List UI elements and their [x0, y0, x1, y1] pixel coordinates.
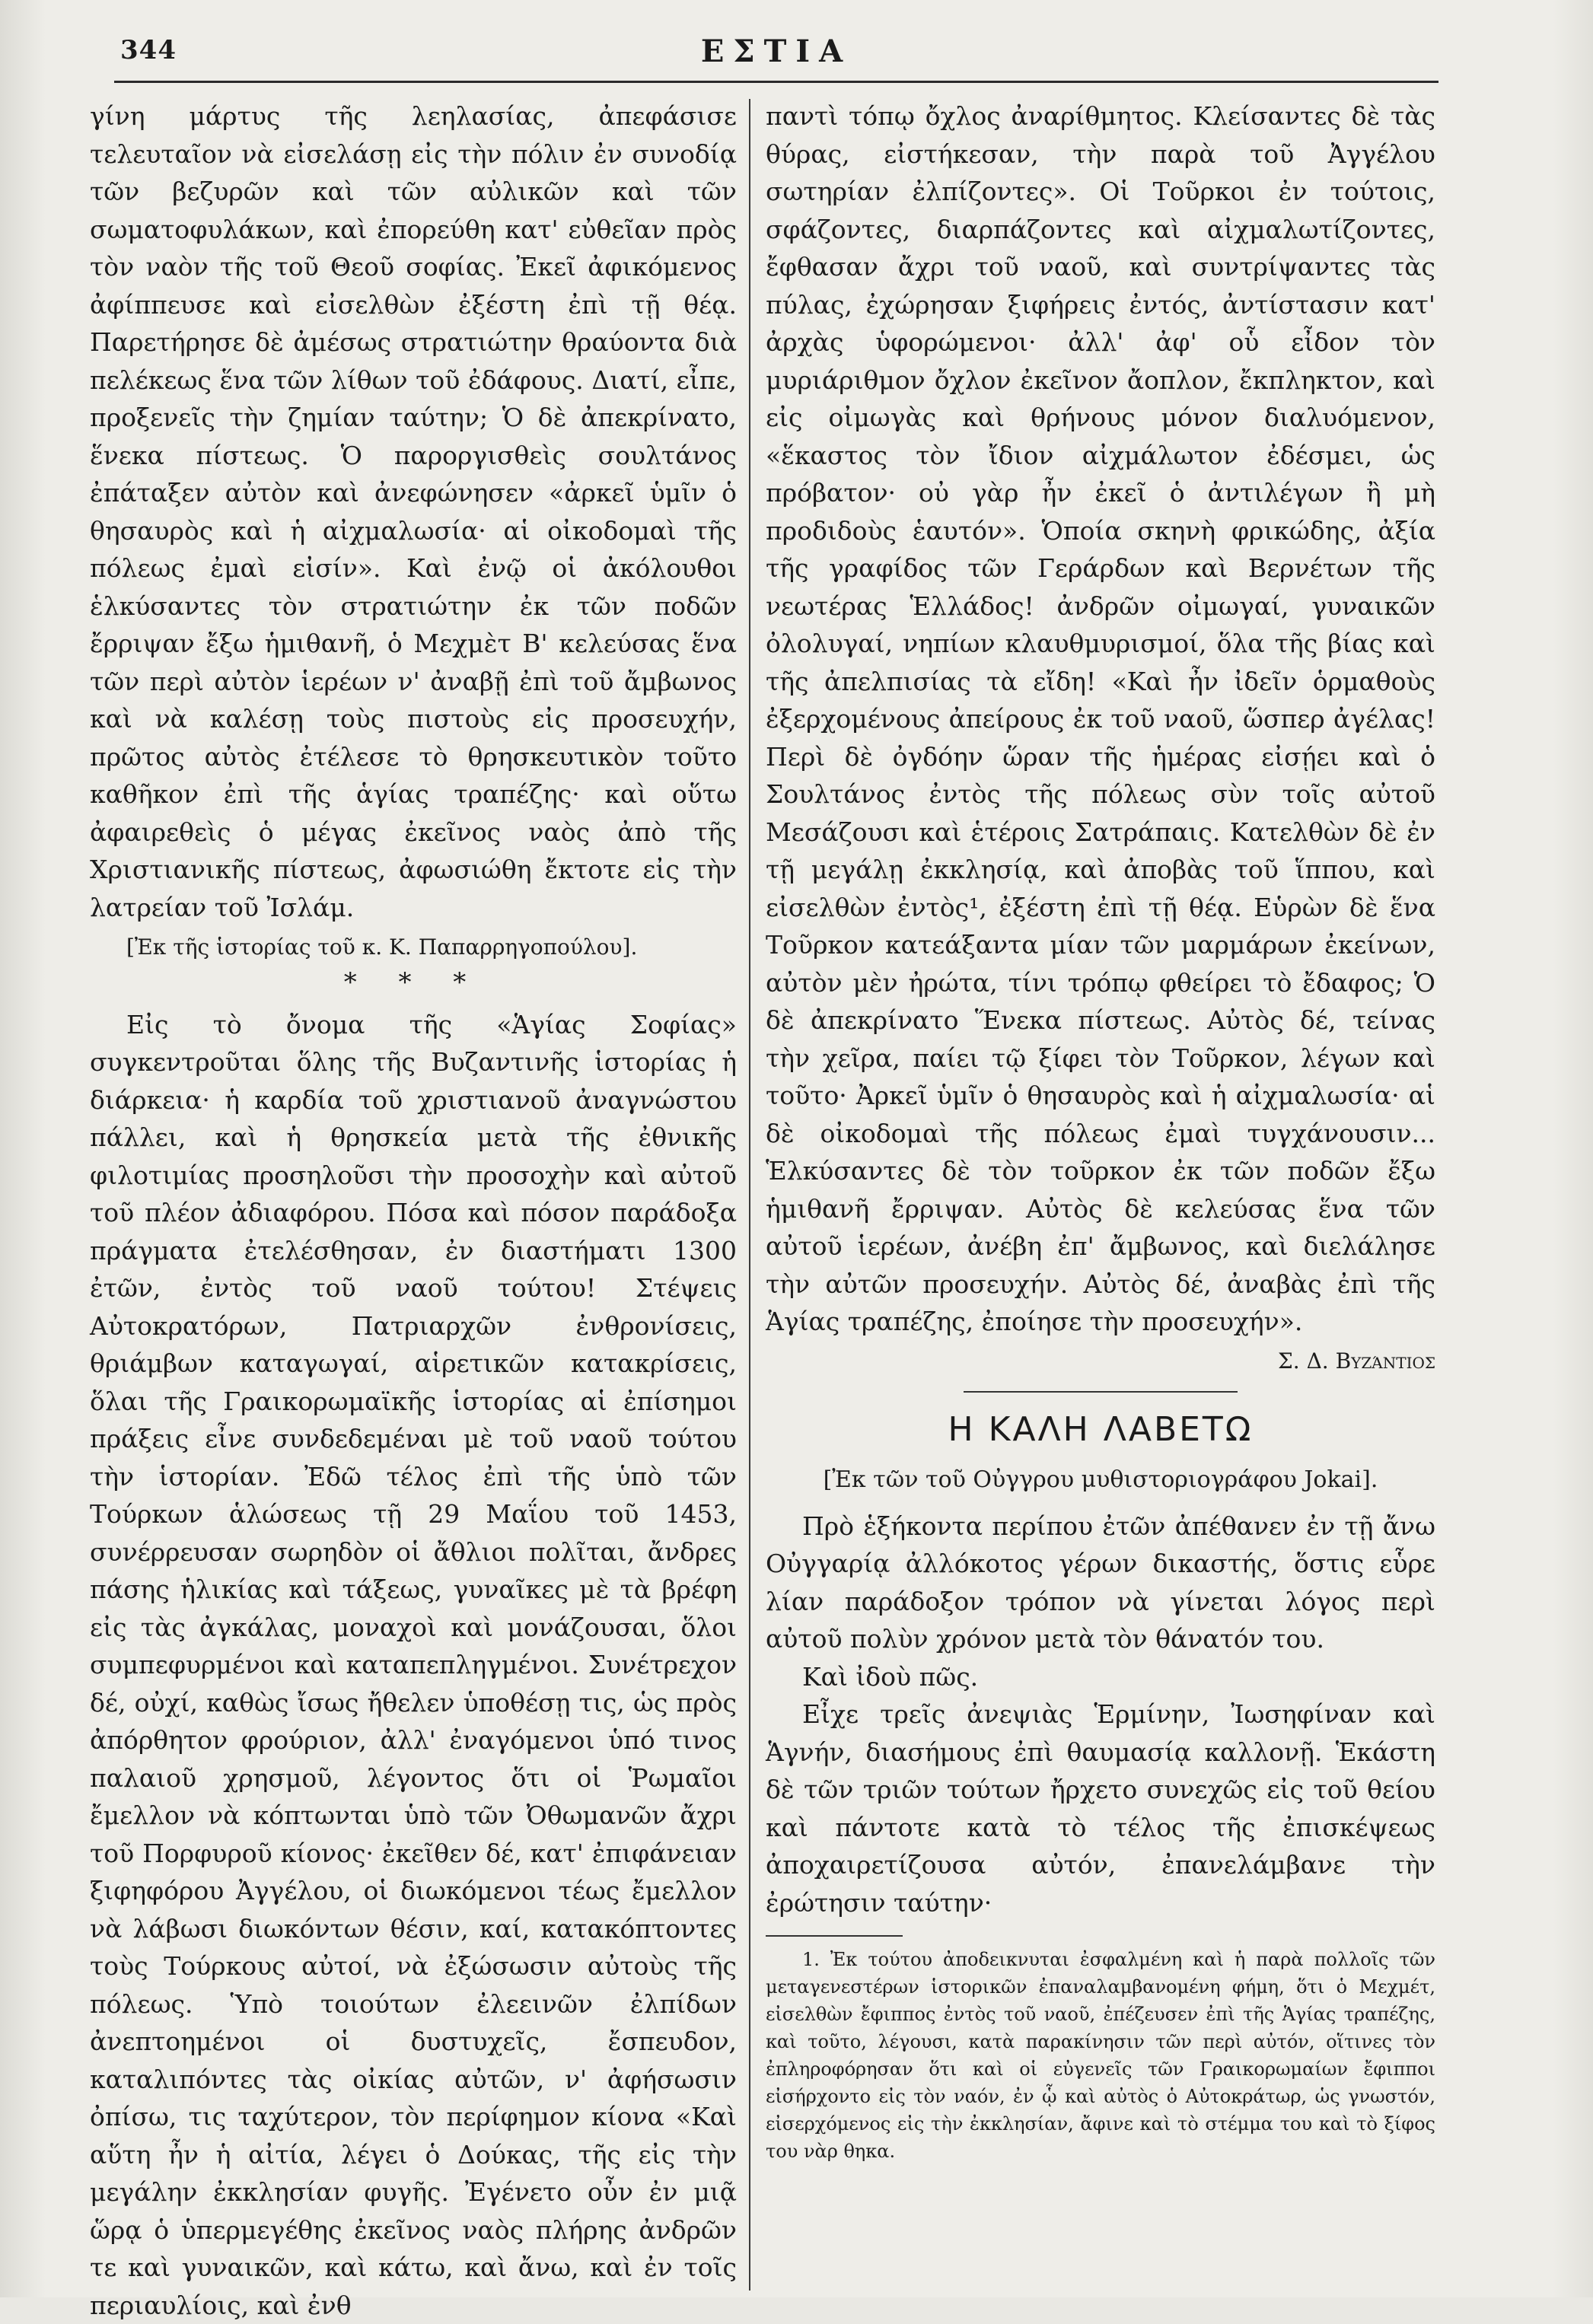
page-header	[114, 30, 1438, 76]
right-paragraph-4: Εἶχε τρεῖς ἀνεψιὰς Ἑρμίνην, Ἰωσηφίναν καὶ Ἁγνήν, διασήμους ἐπὶ θαυμασίᾳ καλλονῇ. Ἑκάστη δὲ τῶν τριῶν τούτων ἤρχετο συνεχῶς εἰς τοῦ θείου καὶ πάντοτε κατὰ τὸ τέλος τῆς ἐπισκέψεως ἀποχαιρετίζουσα αὐτόν, ἐπανελάμβανε τὴν ἐρώτησιν ταύτην·	[766, 1699, 1435, 1918]
footnote-rule	[766, 1935, 903, 1937]
article-source: [Ἐκ τῶν τοῦ Οὐγγρου μυθιστοριογράφου Jokai].	[823, 1466, 1378, 1493]
right-paragraph-3: Καὶ ἰδοὺ πῶς.	[802, 1661, 979, 1692]
right-column	[766, 97, 1435, 2165]
header-rule	[114, 81, 1438, 83]
footnote: 1. Ἐκ τούτου ἀποδεικνυται ἐσφαλμένη καὶ ἡ παρὰ πολλοῖς τῶν μεταγενεστέρων ἱστορικῶν ἐπαναλαμβανομένη φήμη, ὅτι ὁ Μεχμέτ, εἰσελθὼν ἔφιππος ἐντὸς τοῦ ναοῦ, ἐπέζευσεν ἐπὶ τῆς Ἁγίας τραπέζης, καὶ τοῦτο, λέγουσι, κατὰ παρακίνησιν τῶν περὶ αὐτόν, οἵτινες τὸν ἐπληροφόρησαν ὅτι καὶ οἱ εὐγενεῖς τῶν Γραικορωμαίων ἔφιπποι εἰσήρχοντο εἰς τὸν ναόν, ἐν ᾧ καὶ αὐτὸς ὁ Αὐτοκράτωρ, ὡς γνωστόν, εἰσερχόμενος εἰς τὴν ἐκκλησίαν, ἄφινε καὶ τὸ στέμμα του καὶ τὸ ξίφος του νὰρ θηκα.	[766, 1949, 1435, 2162]
left-paragraph-2: Εἰς τὸ ὄνομα τῆς «Ἁγίας Σοφίας» συγκεντροῦται ὅλης τῆς Βυζαντινῆς ἱστορίας ἡ διάρκεια· ἡ καρδία τοῦ χριστιανοῦ ἀναγνώστου πάλλει, καὶ ἡ θρησκεία μετὰ τῆς ἐθνικῆς φιλοτιμίας προσηλοῦσι τὴν προσοχὴν καὶ αὐτοῦ τοῦ πλέον ἀδιαφόρου. Πόσα καὶ πόσον παράδοξα πράγματα ἐτελέσθησαν, ἐν διαστήματι 1300 ἐτῶν, ἐντὸς τοῦ ναοῦ τούτου! Στέψεις Αὐτοκρατόρων, Πατριαρχῶν ἐνθρονίσεις, θριάμβων καταγωγαί, αἱρετικῶν κατακρίσεις, ὅλαι τῆς Γραικορωμαϊκῆς ἱστορίας αἱ ἐπίσημοι πράξεις εἶνε συνδεδεμέναι μὲ τοῦ ναοῦ τούτου τὴν ἱστορίαν. Ἐδῶ τέλος ἐπὶ τῆς ὑπὸ τῶν Τούρκων ἁλώσεως τῇ 29 Μαΐου τοῦ 1453, συνέρρευσαν σωρηδὸν οἱ ἄθλιοι πολῖται, ἄνδρες πάσης ἡλικίας καὶ τάξεως, γυναῖκες μὲ τὰ βρέφη εἰς τὰς ἀγκάλας, μοναχοὶ καὶ μονάζουσαι, ὅλοι συμπεφυρμένοι καὶ καταπεπληγμένοι. Συνέτρεχον δέ, οὐχί, καθὼς ἴσως ἤθελεν ὑποθέσῃ τις, ὡς πρὸς ἀπόρθητον φρούριον, ἀλλ' ἐναγόμενοι ὑπό τινος παλαιοῦ χρησμοῦ, λέγοντος ὅτι οἱ Ῥωμαῖοι ἔμελλον νὰ κόπτωνται ὑπὸ τῶν Ὀθωμανῶν ἄχρι τοῦ Πορφυροῦ κίονος· ἐκεῖθεν δέ, κατ' ἐπιφάνειαν ξιφηφόρου Ἀγγέλου, οἱ διωκόμενοι τέως ἔμελλον νὰ λάβωσι διωκόντων θέσιν, καί, κατακόπτοντες τοὺς Τούρκους αὐτοί, νὰ ἐξώσωσιν αὐτοὺς τῆς πόλεως. Ὑπὸ τοιούτων ἐλεεινῶν ἐλπίδων ἀνεπτοημένοι οἱ δυστυχεῖς, ἔσπευδον, καταλιπόντες τὰς οἰκίας αὐτῶν, ν' ἀφήσωσιν ὀπίσω, τις ταχύτερον, τὸν περίφημον κίονα «Καὶ αὕτη ἦν ἡ αἰτία, λέγει ὁ Δούκας, τῆς εἰς τὴν μεγάλην ἐκκλησίαν φυγῆς. Ἐγένετο οὖν ἐν μιᾷ ὥρᾳ ὁ ὑπερμεγέθης ἐκεῖνος ναὸς πλήρης ἀνδρῶν τε καὶ γυναικῶν, καὶ κάτω, καὶ ἄνω, καὶ ἐν τοῖς περιαυλίοις, καὶ ἐνθ	[90, 1009, 737, 2320]
right-paragraph-1: παντὶ τόπῳ ὄχλος ἀναρίθμητος. Κλείσαντες δὲ τὰς θύρας, εἰστήκεσαν, τὴν παρὰ τοῦ Ἀγγέλου σωτηρίαν ἐλπίζοντες». Οἱ Τοῦρκοι ἐν τούτοις, σφάζοντες, διαρπάζοντες καὶ αἰχμαλωτίζοντες, ἔφθασαν ἄχρι τοῦ ναοῦ, καὶ συντρίψαντες τὰς πύλας, ἐχώρησαν ξιφήρεις ἐντός, ἀντίστασιν κατ' ἀρχὰς ὑφορώμενοι· ἀλλ' ἀφ' οὗ εἶδον τὸν μυριάριθμον ὄχλον ἐκεῖνον ἄοπλον, ἔκπληκτον, καὶ εἰς οἰμωγὰς καὶ θρήνους μόνον διαλυόμενον, «ἕκαστος τὸν ἴδιον αἰχμάλωτον ἐδέσμει, ὡς πρόβατον· οὐ γὰρ ἦν ἐκεῖ ὁ ἀντιλέγων ἢ μὴ προδιδοὺς ἑαυτόν». Ὁποία σκηνὴ φρικώδης, ἀξία τῆς γραφίδος τῶν Γεράρδων καὶ Βερνέτων τῆς νεωτέρας Ἑλλάδος! ἀνδρῶν οἰμωγαί, γυναικῶν ὀλολυγαί, νηπίων κλαυθμυρισμοί, ὅλα τῆς βίας καὶ τῆς ἀπελπισίας τὰ εἴδη! «Καὶ ἦν ἰδεῖν ὁρμαθοὺς ἐξερχομένους ἀπείρους ἐκ τοῦ ναοῦ, ὥσπερ ἀγέλας! Περὶ δὲ ὀγδόην ὥραν τῆς ἡμέρας εἰσῄει καὶ ὁ Σουλτάνος ἐντὸς τῆς πόλεως σὺν τοῖς αὐτοῦ Μεσάζουσι καὶ ἑτέροις Σατράπαις. Κατελθὼν δὲ ἐν τῇ μεγάλῃ ἐκκλησίᾳ, καὶ ἀποβὰς τοῦ ἵππου, καὶ εἰσελθὼν ἐντὸς¹, ἐξέστη ἐπὶ τῇ θέᾳ. Εὑρὼν δὲ ἕνα Τοῦρκον κατεάξαντα μίαν τῶν μαρμάρων ἐκείνων, αὐτὸν μὲν ἠρώτα, τίνι τρόπῳ φθείρει τὸ ἔδαφος; Ὁ δὲ ἀπεκρίνατο Ἕνεκα πίστεως. Αὐτὸς δέ, τείνας τὴν χεῖρα, παίει τῷ ξίφει τὸν Τοῦρκον, λέγων καὶ τοῦτο· Ἀρκεῖ ὑμῖν ὁ θησαυρὸς καὶ ἡ αἰχμαλωσία· αἱ δὲ οἰκοδομαὶ τῆς πόλεως ἐμαὶ τυγχάνουσιν... Ἑλκύσαντες δὲ τὸν τοῦρκον ἐκ τῶν ποδῶν ἔξω ἡμιθανῆ ἔρριψαν. Αὐτὸς δὲ κελεύσας ἕνα τῶν αὐτοῦ ἱερέων, ἀνέβη ἐπ' ἄμβωνος, καὶ διελάλησε τὴν αὐτῶν προσευχήν. Αὐτὸς δέ, ἀναβὰς ἐπὶ τῆς Ἁγίας τραπέζης, ἐποίησε τὴν προσευχήν».	[766, 101, 1435, 1336]
left-paragraph-1: γίνη μάρτυς τῆς λεηλασίας, ἀπεφάσισε τελευταῖον νὰ εἰσελάσῃ εἰς τὴν πόλιν ἐν συνοδίᾳ τῶν βεζυρῶν καὶ τῶν αὐλικῶν καὶ τῶν σωματοφυλάκων, καὶ ἐπορεύθη κατ' εὐθεῖαν πρὸς τὸν ναὸν τῆς τοῦ Θεοῦ σοφίας. Ἐκεῖ ἀφικόμενος ἀφίππευσε καὶ εἰσελθὼν ἐξέστη ἐπὶ τῇ θέᾳ. Παρετήρησε δὲ ἀμέσως στρατιώτην θραύοντα διὰ πελέκεως ἕνα τῶν λίθων τοῦ ἐδάφους. Διατί, εἶπε, προξενεῖς τὴν ζημίαν ταύτην; Ὁ δὲ ἀπεκρίνατο, ἕνεκα πίστεως. Ὁ παροργισθεὶς σουλτάνος ἐπάταξεν αὐτὸν καὶ ἀνεφώνησεν «ἀρκεῖ ὑμῖν ὁ θησαυρὸς καὶ ἡ αἰχμαλωσία· αἱ οἰκοδομαὶ τῆς πόλεως ἐμαὶ εἰσίν». Καὶ ἐνῷ οἱ ἀκόλουθοι ἑλκύσαντες τὸν στρατιώτην ἐκ τῶν ποδῶν ἔρριψαν ἔξω ἡμιθανῆ, ὁ Μεχμὲτ Β' κελεύσας ἕνα τῶν περὶ αὐτὸν ἱερέων ν' ἀναβῇ ἐπὶ τοῦ ἄμβωνος καὶ νὰ καλέσῃ τοὺς πιστοὺς εἰς προσευχήν, πρῶτος αὐτὸς ἐτέλεσε τὸ θρησκευτικὸν τοῦτο καθῆκον ἐπὶ τῆς ἁγίας τραπέζης· καὶ οὕτω ἀφαιρεθεὶς ὁ μέγας ἐκεῖνος ναὸς ἀπὸ τῆς Χριστιανικῆς πίστεως, ἀφωσιώθη ἔκτοτε εἰς τὴν λατρείαν τοῦ Ἰσλάμ.	[90, 101, 737, 922]
page-number: 344	[120, 35, 177, 65]
column-divider	[749, 99, 750, 2291]
left-column	[90, 97, 737, 2324]
article-divider	[964, 1391, 1238, 1393]
right-paragraph-2: Πρὸ ἑξήκοντα περίπου ἐτῶν ἀπέθανεν ἐν τῇ ἄνω Οὐγγαρίᾳ ἀλλόκοτος γέρων δικαστής, ὅστις εὗρε λίαν παράδοξον τρόπον νὰ γίνεται λόγος περὶ αὐτοῦ πολὺν χρόνον μετὰ τὸν θάνατόν του.	[766, 1511, 1435, 1654]
source-note: [Ἐκ τῆς ἱστορίας τοῦ κ. Κ. Παπαρρηγοπούλου].	[126, 934, 638, 960]
asterism-separator: * * *	[343, 966, 483, 998]
running-title: ΕΣΤΙΑ	[700, 33, 852, 69]
author-signature: Σ. Δ. Βυζάντιος	[1277, 1348, 1435, 1374]
article-title: Η ΚΑΛΗ ΛΑΒΕΤΩ	[948, 1409, 1254, 1449]
